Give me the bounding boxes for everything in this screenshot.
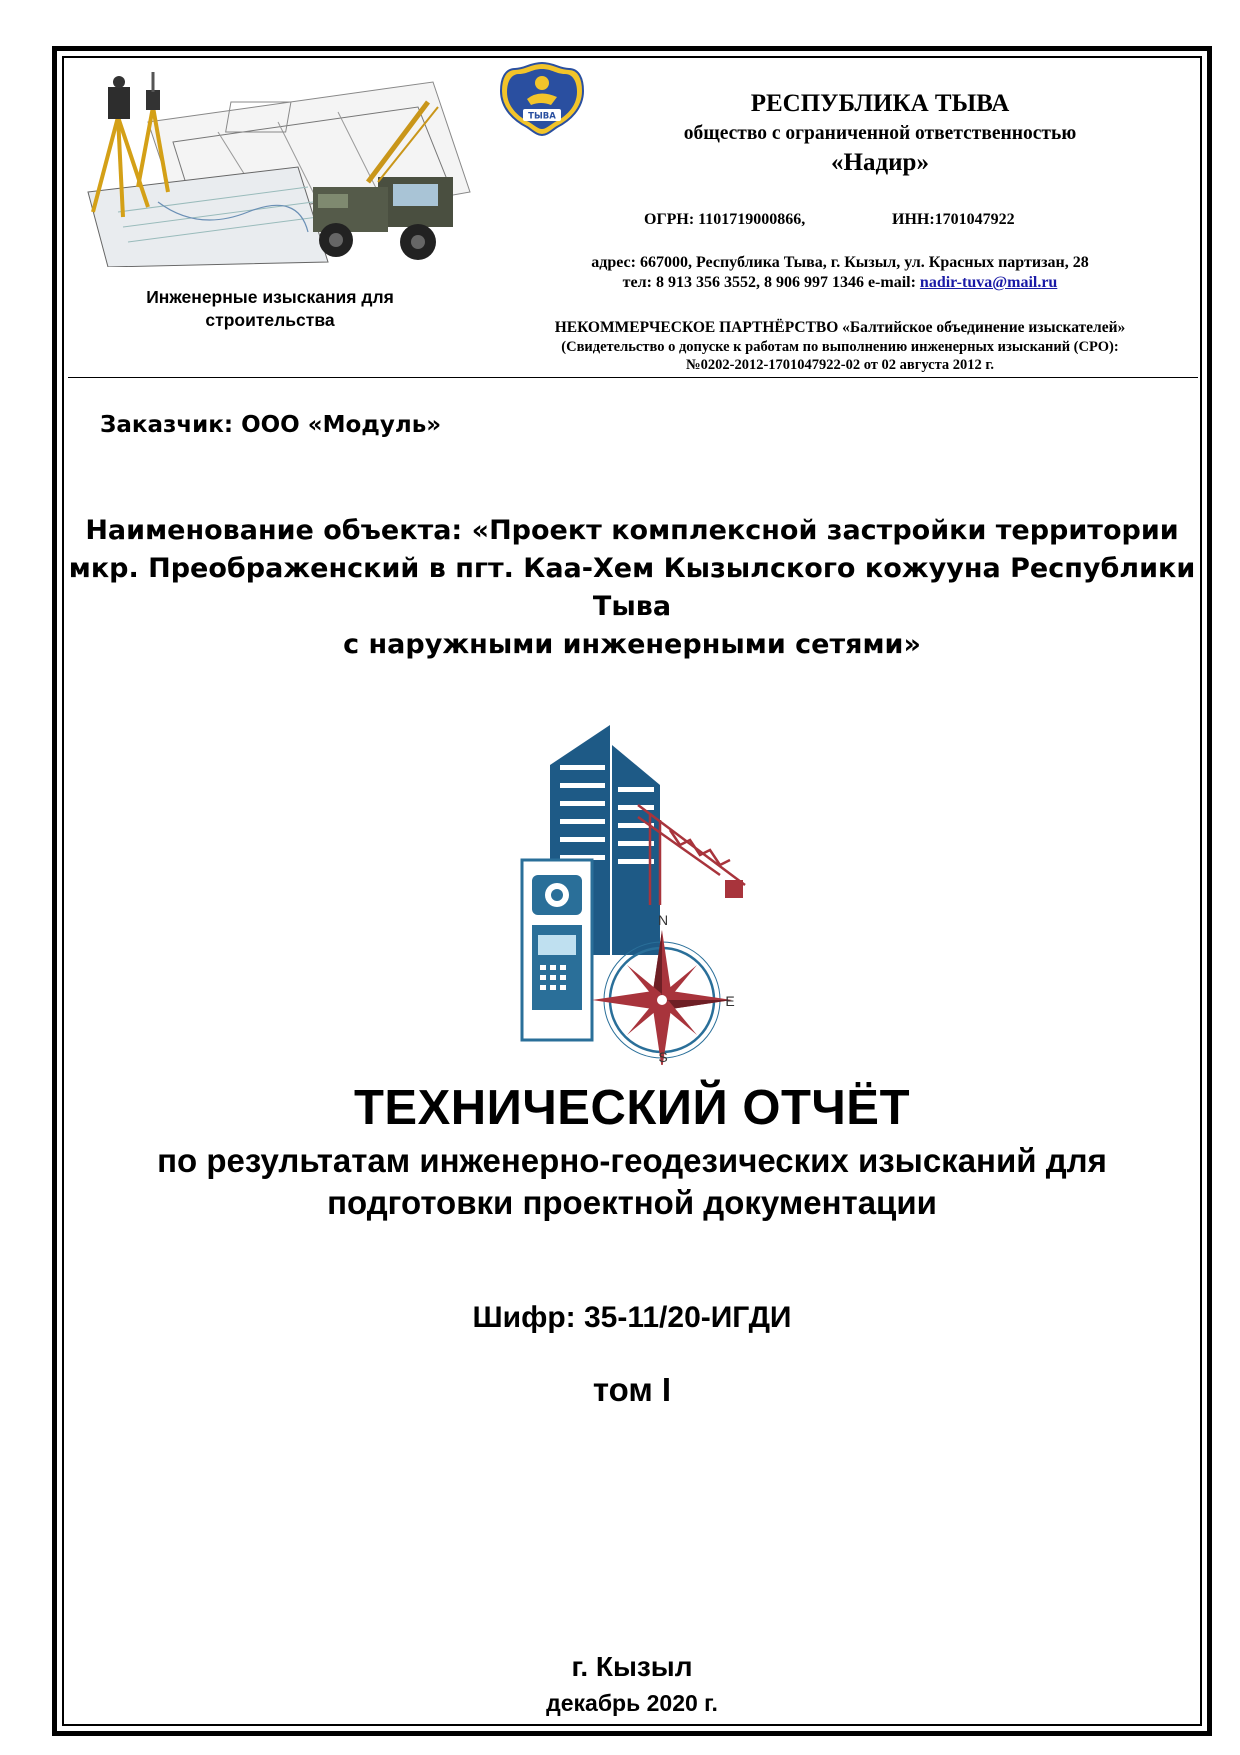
tyva-emblem-icon (499, 61, 585, 137)
object-name-line-3: с наружными инженерными сетями» (343, 629, 921, 660)
partnership-name: НЕКОММЕРЧЕСКОЕ ПАРТНЁРСТВО «Балтийское объединение изыскателей» (554, 319, 1126, 336)
certificate-line-1: (Свидетельство о допуске к работам по выполнению инженерных изысканий (СРО): (561, 339, 1119, 355)
organization-name: «Надир» (831, 149, 929, 176)
report-title: ТЕХНИЧЕСКИЙ ОТЧЁТ (353, 1081, 911, 1135)
phone-numbers: тел: 8 913 356 3552, 8 906 997 1346 e-mail: (622, 274, 916, 291)
footer-city: г. Кызыл (571, 1651, 693, 1682)
certificate-line-2: №0202-2012-1701047922-02 от 02 августа 2012 г. (686, 357, 994, 373)
compass-east-label: E (725, 993, 735, 1009)
report-subtitle-line-2: подготовки проектной документации (327, 1184, 937, 1221)
footer-date: декабрь 2020 г. (546, 1690, 718, 1716)
report-subtitle-line-1: по результатам инженерно-геодезических изысканий для (157, 1142, 1107, 1179)
report-volume: том I (592, 1371, 672, 1408)
object-name (64, 512, 1200, 664)
customer-label: Заказчик: ООО «Модуль» (100, 412, 442, 438)
report-code: Шифр: 35-11/20-ИГДИ (472, 1301, 792, 1334)
inn-number: ИНН:1701047922 (892, 211, 1015, 228)
geodesy-logo-icon (520, 725, 750, 1065)
republic-name: РЕСПУБЛИКА ТЫВА (750, 90, 1010, 117)
survey-equipment-illustration (78, 62, 473, 267)
company-address: адрес: 667000, Республика Тыва, г. Кызыл, ул. Красных партизан, 28 (591, 254, 1089, 271)
emblem-label: ТЫВА (528, 111, 556, 122)
object-name-line-1: Наименование объекта: «Проект комплексной застройки территории (85, 515, 1179, 546)
report-subtitle (64, 1140, 1200, 1224)
compass-south-label: S (658, 1049, 668, 1065)
ogrn-number: ОГРН: 1101719000866, (644, 211, 806, 228)
compass-north-label: N (657, 912, 669, 928)
contact-line (520, 274, 1160, 292)
object-name-line-2: мкр. Преображенский в пгт. Каа-Хем Кызылского кожууна Республики Тыва (68, 553, 1196, 622)
email-link[interactable]: nadir-tuva@mail.ru (919, 274, 1058, 291)
header-divider (68, 377, 1198, 378)
illustration-caption: Инженерные изыскания для строительства (146, 287, 394, 330)
organization-type: общество с ограниченной ответственностью (683, 123, 1077, 144)
